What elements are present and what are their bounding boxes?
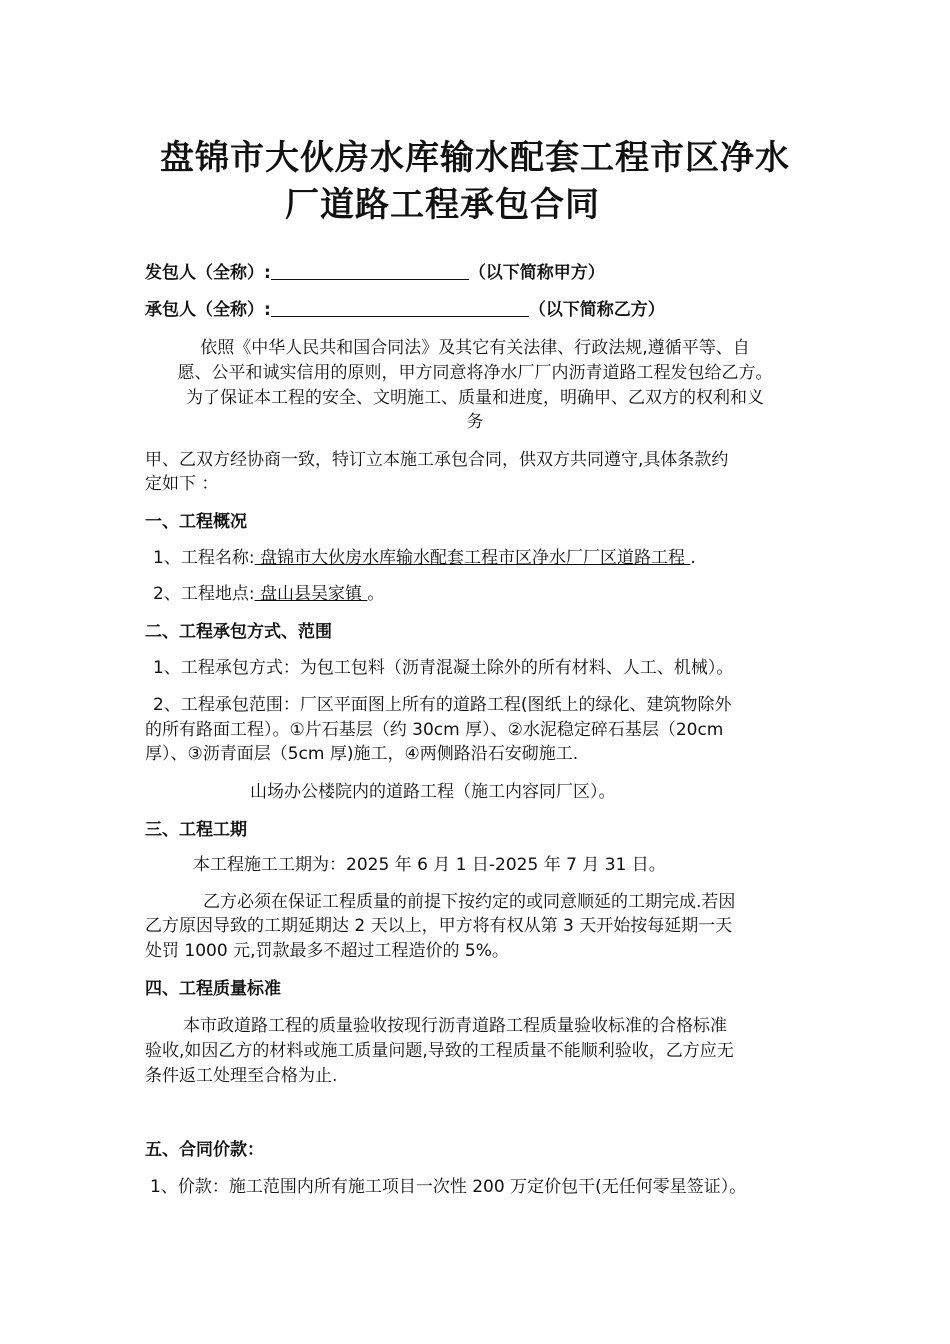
employer-suffix: （以下简称甲方） — [468, 263, 605, 283]
project-name-line — [153, 546, 696, 570]
employer-label: 发包人（全称）: — [145, 263, 271, 283]
employer-line — [145, 261, 605, 285]
body-line: 条件返工处理至合格为止. — [145, 1066, 338, 1086]
body-line: 本工程施工工期为：2025 年 6 月 1 日-2025 年 7 月 31 日。 — [193, 855, 666, 875]
body-line: 厚）、③沥青面层（5cm 厚)施工，④两侧路沿石安砌施工. — [145, 744, 579, 764]
project-site-line — [153, 582, 384, 606]
contractor-suffix: （以下简称乙方） — [528, 300, 665, 320]
employer-name-blank[interactable] — [271, 261, 469, 280]
contractor-label: 承包人（全称）: — [145, 300, 271, 320]
section-heading: 五、合同价款： — [145, 1140, 264, 1160]
body-line: 1、价款：施工范围内所有施工项目一次性 200 万定价包干(无任何零星签证）。 — [150, 1177, 747, 1197]
project-name-value: 盘锦市大伙房水库输水配套工程市区净水厂厂区道路工程 — [254, 548, 691, 568]
body-line: 乙方原因导致的工期延期达 2 天以上，甲方将有权从第 3 天开始按每延期一天 — [145, 916, 733, 936]
preamble-line: 愿、公平和诚实信用的原则，甲方同意将净水厂厂内沥青道路工程发包给乙方。 — [177, 363, 773, 383]
section-heading: 四、工程质量标准 — [145, 979, 281, 999]
body-line: 验收,如因乙方的材料或施工质量问题,导致的工程质量不能顺利验收，乙方应无 — [145, 1041, 734, 1061]
preamble-line: 依照《中华人民共和国合同法》及其它有关法律、行政法规,遵循平等、自 — [200, 338, 750, 358]
project-site-label: 2、工程地点: — [153, 584, 255, 604]
contractor-line — [145, 298, 665, 322]
preamble-line: 务 — [466, 412, 484, 432]
body-line: 山场办公楼院内的道路工程（施工内容同厂区）。 — [250, 782, 616, 802]
section-heading: 一、工程概况 — [145, 512, 247, 532]
preamble-line: 定如下 ： — [145, 474, 219, 494]
section-heading: 二、工程承包方式、范围 — [145, 622, 332, 642]
project-name-label: 1、工程名称: — [153, 548, 255, 568]
document-title-line1: 盘锦市大伙房水库输水配套工程市区净水 — [160, 138, 790, 178]
contractor-name-blank[interactable] — [271, 298, 529, 317]
project-site-value: 盘山县吴家镇 — [254, 584, 368, 604]
body-line: 本市政道路工程的质量验收按现行沥青道路工程质量验收标准的合格标准 — [183, 1016, 727, 1036]
body-line: 2、工程承包范围：厂区平面图上所有的道路工程(图纸上的绿化、建筑物除外 — [153, 695, 732, 715]
period: . — [690, 548, 696, 568]
section-heading: 三、工程工期 — [145, 820, 247, 840]
body-line: 1、工程承包方式：为包工包料（沥青混凝土除外的所有材料、人工、机械）。 — [153, 658, 734, 678]
body-line: 乙方必须在保证工程质量的前提下按约定的或同意顺延的工期完成.若因 — [203, 892, 736, 912]
body-line: 处罚 1000 元,罚款最多不超过工程造价的 5%。 — [145, 941, 509, 961]
body-line: 的所有路面工程）。①片石基层（约 30cm 厚）、②水泥稳定碎石基层（20cm — [145, 720, 724, 740]
preamble-line: 甲、乙双方经协商一致，特订立本施工承包合同，供双方共同遵守,具体条款约 — [145, 450, 729, 470]
preamble-line: 为了保证本工程的安全、文明施工、质量和进度，明确甲、乙双方的权利和义 — [186, 388, 764, 408]
period: 。 — [367, 584, 385, 604]
document-title-line2: 厂道路工程承包合同 — [285, 185, 600, 225]
